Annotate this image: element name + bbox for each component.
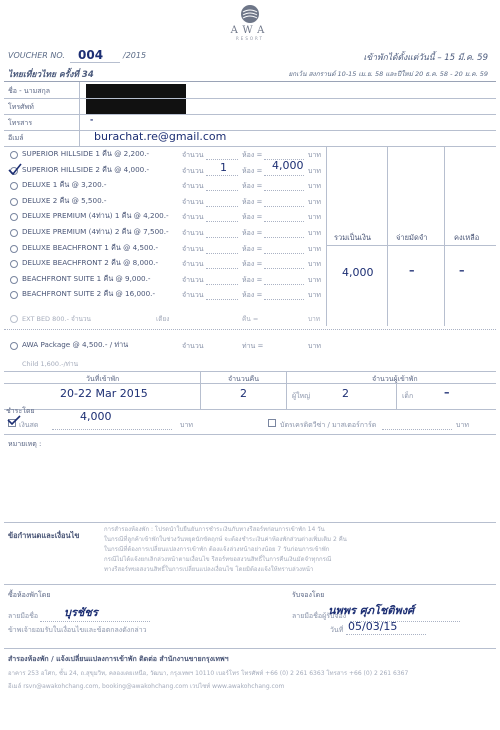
room-baht-label: บาท [308,213,321,222]
room-qty-label: จำนวน [182,291,204,300]
stay-adults-value: 2 [342,387,349,400]
guest-email-label: อีเมล์ [8,134,24,142]
room-option-row [10,243,326,259]
room-qty-label: จำนวน [182,275,204,284]
condition-line: ทางรีสอร์ทขอสงวนสิทธิ์ในการเปลี่ยนแปลงเงื่อนไข โดยมิต้องแจ้งให้ทราบล่วงหน้า [104,566,314,573]
thai-tour-title: ไทยเที่ยวไทย ครั้งที่ 34 [8,70,94,80]
stay-adult-label: ผู้ใหญ่ [292,392,311,400]
check-mark-icon [8,163,22,175]
room-baht-label: บาท [308,244,321,253]
voucher-label: VOUCHER NO. [8,51,65,60]
room-table [4,146,496,368]
guest-fax-label: โทรสาร [8,119,33,127]
stay-date-label: วันที่เข้าพัก [86,375,120,383]
room-option-row [10,196,326,212]
room-baht-label: บาท [308,182,321,191]
summary-balance-label: คงเหลือ [454,233,480,242]
extra-bed-unit: เตียง [156,315,170,323]
room-qty-label: จำนวน [182,182,204,191]
credit-card-checkbox[interactable] [268,419,276,427]
cash-amount: 4,000 [80,410,112,423]
footer-contact: อีเมล์ rsvn@awakohchang.com, booking@awakohchang.com เวปไซท์ www.awakohchang.com [8,683,285,690]
logo-emblem-icon [240,4,260,24]
room-count-label: ห้อง = [242,275,263,284]
room-baht-label: บาท [308,275,321,284]
summary-deposit-value: – [409,264,415,277]
booked-sign-label: ลายมือชื่อ [8,612,39,620]
fax-dash: - [90,115,94,124]
logo-text: AWA [230,25,270,36]
stay-guests-label: จำนวนผู้เข้าพัก [372,375,418,383]
room-option-radio[interactable] [10,198,18,206]
room-option-label: BEACHFRONT SUITE 1 คืน @ 9,000.- [22,273,151,283]
payment-label: ชำระโดย [6,407,35,415]
guest-email-value: burachat.re@gmail.com [94,130,227,143]
awa-package-qty: จำนวน [182,342,204,350]
room-count-label: ห้อง = [242,291,263,300]
credit-card-label: บัตรเครดิตวีซ่า / มาสเตอร์การ์ด [280,421,377,429]
promo-note: ยกเว้น สงกรานต์ 10-15 เม.ย. 58 และปีใหม่ 20 ธ.ค. 58 - 20 ม.ค. 59 [288,70,488,78]
room-option-label: DELUXE BEACHFRONT 1 คืน @ 4,500.- [22,242,159,252]
stay-nights-value: 2 [240,387,247,400]
credit-card-baht: บาท [456,421,469,429]
payment-section [4,409,496,433]
received-signature: นพพร ศุภโชติพงศ์ [328,604,415,617]
room-option-label: DELUXE 2 คืน @ 5,500.- [22,195,107,205]
room-qty-label: จำนวน [182,213,204,222]
room-option-row [10,289,326,305]
guest-phone-label: โทรศัพท์ [8,103,34,111]
room-baht-label: บาท [308,229,321,237]
stay-children-value: – [444,386,450,399]
guest-info [4,82,496,146]
room-option-radio[interactable] [10,260,18,268]
signatures-section [4,584,496,648]
condition-line: กรณีไม่ได้แจ้งยกเลิกล่วงหน้าตามเงื่อนไข รีสอร์ทขอสงวนสิทธิ์ในการคืนเงินมัดจำทุกกรณี [104,556,332,563]
child-price: Child 1,600.-/ท่าน [22,360,79,368]
room-qty-label: จำนวน [182,197,204,206]
room-count-label: ห้อง = [242,244,263,253]
voucher-number: 004 [78,48,104,62]
extra-bed-radio[interactable] [10,315,18,323]
room-price-value: 4,000 [272,158,304,172]
extra-bed-label: EXT BED 800.- จำนวน [22,315,91,323]
room-baht-label: บาท [308,260,321,269]
room-qty-label: จำนวน [182,166,204,175]
footer-address: อาคาร 253 อโศก, ชั้น 24, ถ.สุขุมวิท, คลองเตยเหนือ, วัฒนา, กรุงเทพฯ 10110 เบอร์โทร โทรศัพท์ +66 (0) 2 261 6363 โทรสาร +66 (0) 2 261 6367 [8,670,409,677]
room-count-label: ห้อง = [242,213,263,222]
guest-name-redacted [86,84,186,114]
room-count-label: ห้อง = [242,197,263,206]
logo [222,4,278,41]
room-qty-label: จำนวน [182,244,204,253]
condition-line: ในกรณีที่ต้องการเปลี่ยนแปลงการเข้าพัก ต้องแจ้งล่วงหน้าอย่างน้อย 7 วันก่อนการเข้าพัก [104,546,330,553]
summary-deposit-label: จ่ายมัดจำ [396,233,428,242]
room-option-label: BEACHFRONT SUITE 2 คืน @ 16,000.- [22,289,156,299]
room-option-radio[interactable] [10,291,18,299]
stay-nights-label: จำนวนคืน [228,375,260,383]
conditions-list [104,524,494,574]
room-option-radio[interactable] [10,182,18,190]
stay-table [4,371,496,409]
room-qty-label: จำนวน [182,229,204,237]
summary-total-label: รวมเป็นเงิน [334,233,371,242]
room-option-label: SUPERIOR HILLSIDE 1 คืน @ 2,200.- [22,149,150,158]
conditions-section [4,524,496,584]
voucher-year: /2015 [123,51,147,60]
room-count-label: ห้อง = [242,151,263,159]
room-option-row [10,158,326,181]
room-baht-label: บาท [308,197,321,206]
booked-by-label: ซื้อห้องพักโดย [8,591,51,599]
room-option-row [10,227,326,243]
room-option-row [10,180,326,196]
cash-baht: บาท [180,421,193,429]
room-baht-label: บาท [308,166,321,175]
room-count-label: ห้อง = [242,166,263,175]
condition-line: การสำรองห้องพัก : โปรดนำใบยืนยันการชำระเงินกับทางรีสอร์ทก่อนการเข้าพัก 14 วัน [104,526,325,533]
footer-title: สำรองห้องพัก / แจ้งเปลี่ยนแปลงการเข้าพัก ติดต่อ สำนักงานขายกรุงเทพฯ [8,655,229,663]
footer [8,654,494,691]
awa-package-label: AWA Package @ 4,500.- / ท่าน [22,340,129,349]
room-option-row [10,274,326,290]
room-option-radio[interactable] [10,151,18,159]
room-option-label: DELUXE BEACHFRONT 2 คืน @ 8,000.- [22,258,159,268]
room-option-row [10,211,326,227]
awa-package-radio[interactable] [10,342,18,350]
room-option-radio[interactable] [10,213,18,221]
stay-child-label: เด็ก [402,392,414,400]
room-count-label: ห้อง = [242,260,263,269]
guest-name-label: ชื่อ - นามสกุล [8,87,51,95]
room-option-radio[interactable] [10,276,18,284]
room-qty-value: 1 [220,160,227,174]
room-option-radio[interactable] [10,229,18,237]
received-date-value: 05/03/15 [348,620,398,633]
room-option-radio[interactable] [10,245,18,253]
room-baht-label: บาท [308,151,321,159]
promo-title: เข้าพักได้ตั้งแต่วันนี้ – 15 มี.ค. 59 [363,53,488,63]
awa-package-person: ท่าน = [242,342,264,350]
awa-package-baht: บาท [308,342,321,350]
room-qty-label: จำนวน [182,151,204,159]
booked-signature: บุรชัชร [64,606,98,619]
room-option-label: DELUXE PREMIUM (4ท่าน) 2 คืน @ 7,500.- [22,227,169,236]
extra-bed-night: คืน = [242,315,259,323]
logo-subtext: RESORT [236,36,264,41]
summary-total-value: 4,000 [342,266,374,279]
extra-bed-baht: บาท [308,315,321,323]
staff-sign-label: ลายมือชื่อผู้รับจอง [292,612,347,620]
room-option-label: DELUXE 1 คืน @ 3,200.- [22,180,107,190]
condition-line: ในกรณีที่ลูกค้าเข้าพักในช่วงวันหยุดนักขัตฤกษ์ จะต้องชำระเงินค่าห้องพักส่วนต่างเพิ่มเติม 2 คืน [104,536,347,543]
acceptance-note: ข้าพเจ้ายอมรับในเงื่อนไขและข้อตกลงดังกล่าว [8,626,147,634]
received-date-label: วันที่ [330,626,344,634]
room-option-row [10,258,326,274]
room-count-label: ห้อง = [242,182,263,191]
cash-label: เงินสด [19,421,39,429]
room-count-label: ห้อง = [242,229,263,237]
room-option-label: SUPERIOR HILLSIDE 2 คืน @ 4,000.- [22,164,150,174]
conditions-title: ข้อกำหนดและเงื่อนไข [8,531,80,540]
room-qty-label: จำนวน [182,260,204,269]
stay-dates-value: 20-22 Mar 2015 [60,387,148,400]
room-baht-label: บาท [308,291,321,300]
remarks-label: หมายเหตุ : [8,440,42,448]
room-option-label: DELUXE PREMIUM (4ท่าน) 1 คืน @ 4,200.- [22,211,169,221]
summary-balance-value: – [459,264,465,277]
received-by-label: รับจองโดย [292,591,325,599]
